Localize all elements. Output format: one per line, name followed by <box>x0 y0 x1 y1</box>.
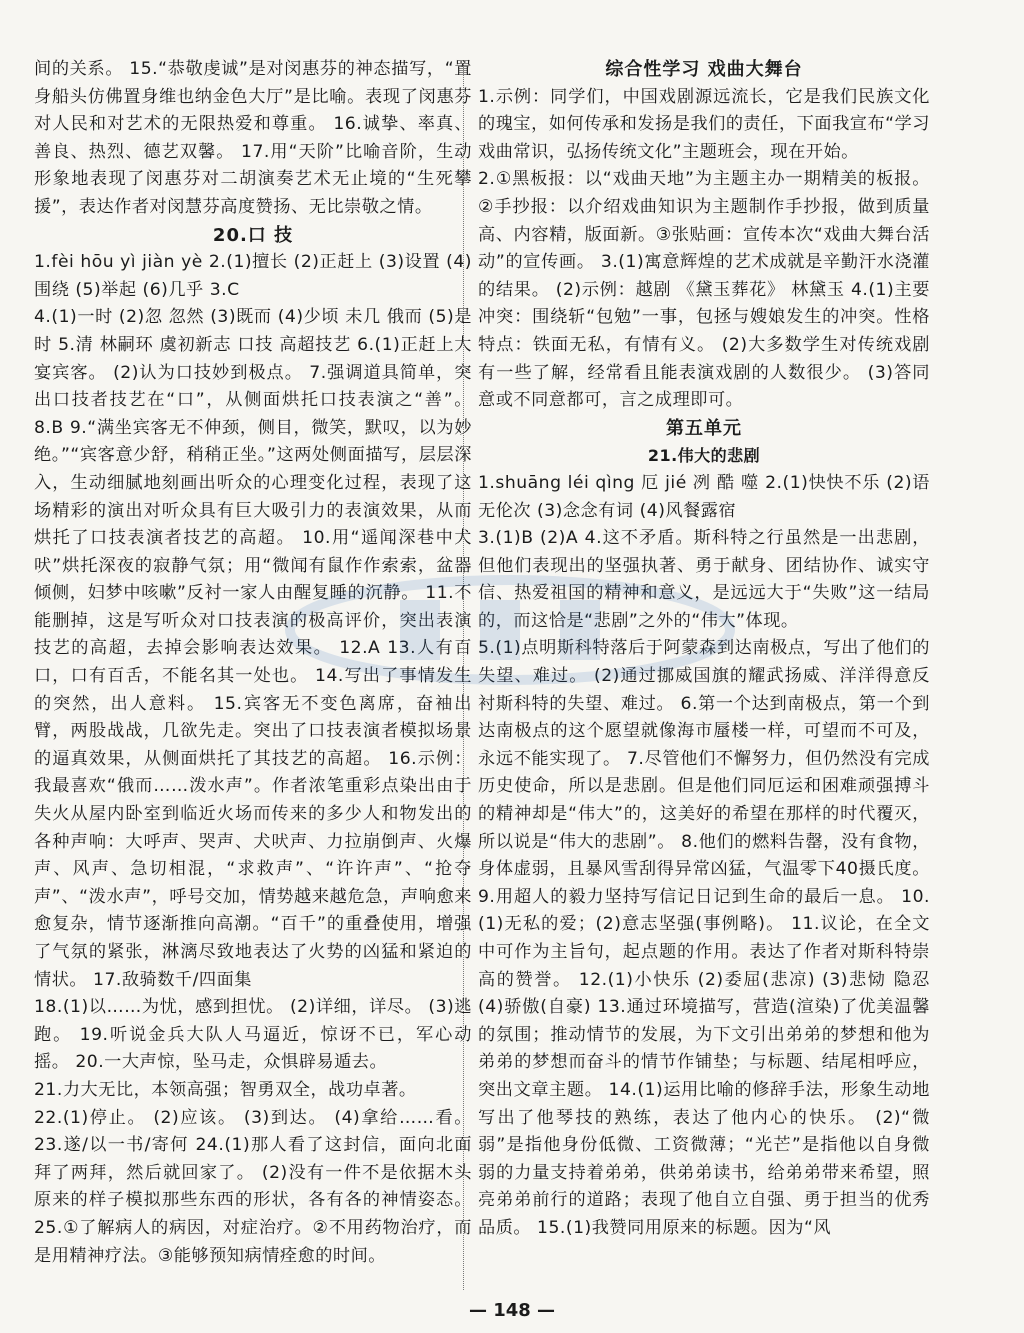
lesson-heading: 21.伟大的悲剧 <box>647 446 761 466</box>
answer-block: 1.示例：同学们，中国戏剧源远流长，它是我们民族文化的瑰宝，如何传承和发扬是我们的责任，下面我宣布“学习戏曲常识，弘扬传统文化”主题班会，现在开始。 <box>478 86 930 162</box>
page-number: — 148 — <box>468 1300 556 1321</box>
unit-heading: 第五单元 <box>666 417 742 439</box>
section-heading-kouji: 20.口 技 <box>212 224 294 246</box>
section-heading-xiqu: 综合性学习 戏曲大舞台 <box>605 59 803 80</box>
answer-block: 18.(1)以……为忧，感到担忧。 (2)详细，详尽。 (3)逃跑。 19.听说金兵大队人马逼近，惊讶不已，军心动摇。 20.一大声惊，坠马走，众惧辟易遁去。 <box>34 997 472 1073</box>
answer-block: 4.(1)一时 (2)忽 忽然 (3)既而 (4)少顷 未几 俄而 (5)是时 5.清 林嗣环 虞初新志 口技 高超技艺 6.(1)正赶上大宴宾客。 (2)认为口技妙到极点。 7.强调道具简单，突出口技者技艺在“口”，从侧面烘托口技表演之“善”。 8.B 9.“满坐宾客无不伸颈，侧目，微笑，默叹，以为妙绝。”“宾客意少舒，稍稍正坐。”这两处侧面描写，层层深入，生动细腻地刻画出听众的心理变化过程，表现了这场精彩的演出对听众具有巨大吸引力的表演效果，从而烘托了口技表演者技艺的高超。 10.用“遥闻深巷中犬吠”烘托深夜的寂静气氛；用“微闻有鼠作作索索，盆器倾侧，妇梦中咳嗽”反衬一家人由醒复睡的沉静。 11.不能删掉，这是写听众对口技表演的极高评价，突出表演技艺的高超，去掉会影响表达效果。 12.A 13.人有百口，口有百舌，不能名其一处也。 14.写出了事情发生的突然，出人意料。 15.宾客无不变色离席，奋袖出臂，两股战战，几欲先走。突出了口技表演者模拟场景的逼真效果，从侧面烘托了其技艺的高超。 16.示例：我最喜欢“俄而……泼水声”。作者浓笔重彩点染出由于失火从屋内卧室到临近火场而传来的多少人和物发出的各种声响：大呼声、哭声、犬吠声、力拉崩倒声、火爆声、风声、急切相混，“求救声”、“许许声”、“抢夺声”、“泼水声”，呼号交加，情势越来越危急，声响愈来愈复杂，情节逐渐推向高潮。“百千”的重叠使用，增强了气氛的紧张，淋漓尽致地表达了火势的凶猛和紧迫的情状。 17.敌骑数千/四面集 <box>34 307 472 990</box>
answer-block: 5.(1)点明斯科特落后于阿蒙森到达南极点，写出了他们的失望、难过。 (2)通过挪威国旗的耀武扬威、洋洋得意反衬斯科特的失望、难过。 6.第一个达到南极点，第一个到达南极点的这个愿望就像海市蜃楼一样，可望而不可及，永远不能实现了。 7.尽管他们不懈努力，但仍然没有完成历史使命，所以是悲剧。但是他们同厄运和困难顽强搏斗的精神却是“伟大”的，这美好的希望在那样的时代覆灭，所以说是“伟大的悲剧”。 8.他们的燃料告罄，没有食物，身体虚弱，且暴风雪刮得异常凶猛，气温零下40摄氏度。 9.用超人的毅力坚持写信记日记到生命的最后一息。 10.(1)无私的爱；(2)意志坚强(事例略)。 11.议论，在全文中可作为主旨句，起点题的作用。表达了作者对斯科特崇高的赞誉。 12.(1)小快乐 (2)委屈(悲凉) (3)悲恸 隐忍 (4)骄傲(自豪) 13.通过环境描写，营造(渲染)了优美温馨的氛围；推动情节的发展，为下文引出弟弟的梦想和他为弟弟的梦想而奋斗的情节作铺垫；与标题、结尾相呼应，突出文章主题。 14.(1)运用比喻的修辞手法，形象生动地写出了他琴技的熟练，表达了他内心的快乐。 (2)“微弱”是指他身份低微、工资微薄；“光芒”是指他以自身微弱的力量支持着弟弟，供弟弟读书，给弟弟带来希望，照亮弟弟前行的道路；表现了他自立自强、勇于担当的优秀品质。 15.(1)我赞同用原来的标题。因为“风 <box>478 638 930 1238</box>
answer-block: 3.(1)B (2)A 4.这不矛盾。斯科特之行虽然是一出悲剧，但他们表现出的坚强执著、勇于献身、团结协作、诚实守信、热爱祖国的精神和意义，是远远大于“失败”这一结局的，而这恰是“悲剧”之外的“伟大”体现。 <box>478 528 930 631</box>
answer-block: 1.fèi hōu yì jiàn yè 2.(1)擅长 (2)正赶上 (3)设置 (4)围绕 (5)举起 (6)几乎 3.C <box>34 252 472 300</box>
right-column <box>478 56 930 1243</box>
answer-block: 22.(1)停止。 (2)应该。 (3)到达。 (4)拿给……看。 23.遂/以一书/寄何 24.(1)那人看了这封信，面向北面拜了两拜，然后就回家了。 (2)没有一件不是依据木头原来的样子模拟那些东西的形状，各有各的神情姿态。 25.①了解病人的病因，对症治疗。②不用药物治疗，而是用精神疗法。③能够预知病情痊愈的时间。 <box>34 1107 472 1266</box>
answer-block: 21.力大无比，本领高强；智勇双全，战功卓著。 <box>34 1079 417 1100</box>
answer-block: 间的关系。 15.“恭敬虔诚”是对闵惠芬的神态描写，“置身船头仿佛置身维也纳金色大厅”是比喻。表现了闵惠芬对人民和对艺术的无限热爱和尊重。 16.诚挚、率真、善良、热烈、德艺双馨。 17.用“天阶”比喻音阶，生动形象地表现了闵惠芬对二胡演奏艺术无止境的“生死攀援”，表达作者对闵慧芬高度赞扬、无比崇敬之情。 <box>34 59 472 217</box>
left-column <box>34 56 472 1270</box>
answer-block: 2.①黑板报：以“戏曲天地”为主题主办一期精美的板报。②手抄报：以介绍戏曲知识为主题制作手抄报，做到质量高、内容精，版面新。③张贴画：宣传本次“戏曲大舞台活动”的宣传画。 3.(1)寓意辉煌的艺术成就是辛勤汗水浇灌的结果。 (2)示例：越剧 《黛玉葬花》 林黛玉 4.(1)主要冲突：围绕斩“包勉”一事，包拯与嫂娘发生的冲突。性格特点：铁面无私，有情有义。 (2)大多数学生对传统戏剧有一些了解，经常看且能表演戏剧的人数很少。 (3)答同意或不同意都可，言之成理即可。 <box>478 169 930 411</box>
answer-block: 1.shuāng léi qìng 厄 jié 冽 酷 噬 2.(1)快快不乐 (2)语无伦次 (3)念念有词 (4)风餐露宿 <box>478 472 930 521</box>
